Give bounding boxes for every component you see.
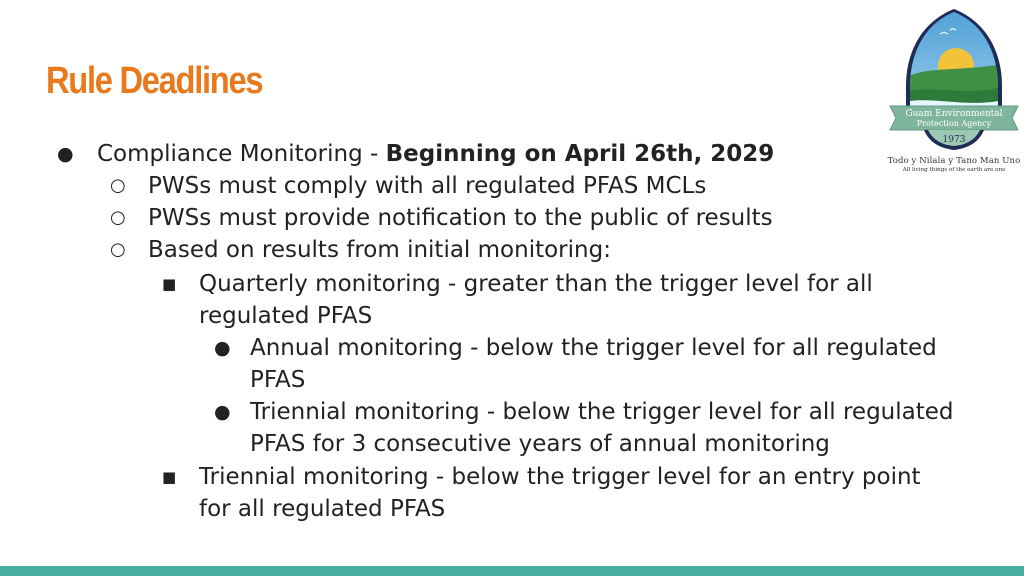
bullet-marker: ○ [110, 239, 126, 260]
slide-title: Rule Deadlines [46, 60, 263, 102]
logo-motto [886, 156, 1022, 173]
list-item-line2: regulated PFAS [199, 303, 373, 329]
bullet-marker: ● [57, 143, 74, 165]
list-item: Based on results from initial monitoring: [148, 237, 611, 263]
list-item-line1: Triennial monitoring - below the trigger level for an entry point [199, 464, 921, 490]
list-item-line1: Triennial monitoring - below the trigger level for all regulated [250, 399, 954, 425]
bullet-marker: ■ [162, 275, 177, 293]
list-item-compliance-monitoring [97, 138, 774, 170]
bullet-marker: ● [214, 401, 231, 423]
item-text: Compliance Monitoring - [97, 141, 386, 167]
list-item-line2: PFAS [250, 367, 306, 393]
guam-epa-logo [884, 6, 1024, 181]
logo-banner-line2: Protection Agency [916, 119, 992, 128]
item-date: Beginning on April 26th, 2029 [385, 141, 775, 167]
logo-year: 1973 [942, 135, 966, 145]
list-item: PWSs must provide notification to the public of results [148, 205, 773, 231]
logo-banner-line1: Guam Environmental [905, 109, 1003, 119]
bullet-marker: ● [214, 337, 231, 359]
list-item-line2: PFAS for 3 consecutive years of annual monitoring [250, 431, 830, 457]
bottom-accent-bar [0, 566, 1024, 576]
bullet-marker: ○ [110, 175, 126, 196]
list-item-line1: Annual monitoring - below the trigger level for all regulated [250, 335, 937, 361]
bullet-marker: ■ [162, 468, 177, 486]
bullet-marker: ○ [110, 207, 126, 228]
motto-line1: Todo y Nilala y Tano Man Uno [887, 156, 1021, 166]
list-item-line1: Quarterly monitoring - greater than the trigger level for all [199, 271, 873, 297]
list-item: PWSs must comply with all regulated PFAS MCLs [148, 173, 707, 199]
list-item-line2: for all regulated PFAS [199, 496, 446, 522]
motto-line2: All living things of the earth are one [902, 167, 1006, 173]
